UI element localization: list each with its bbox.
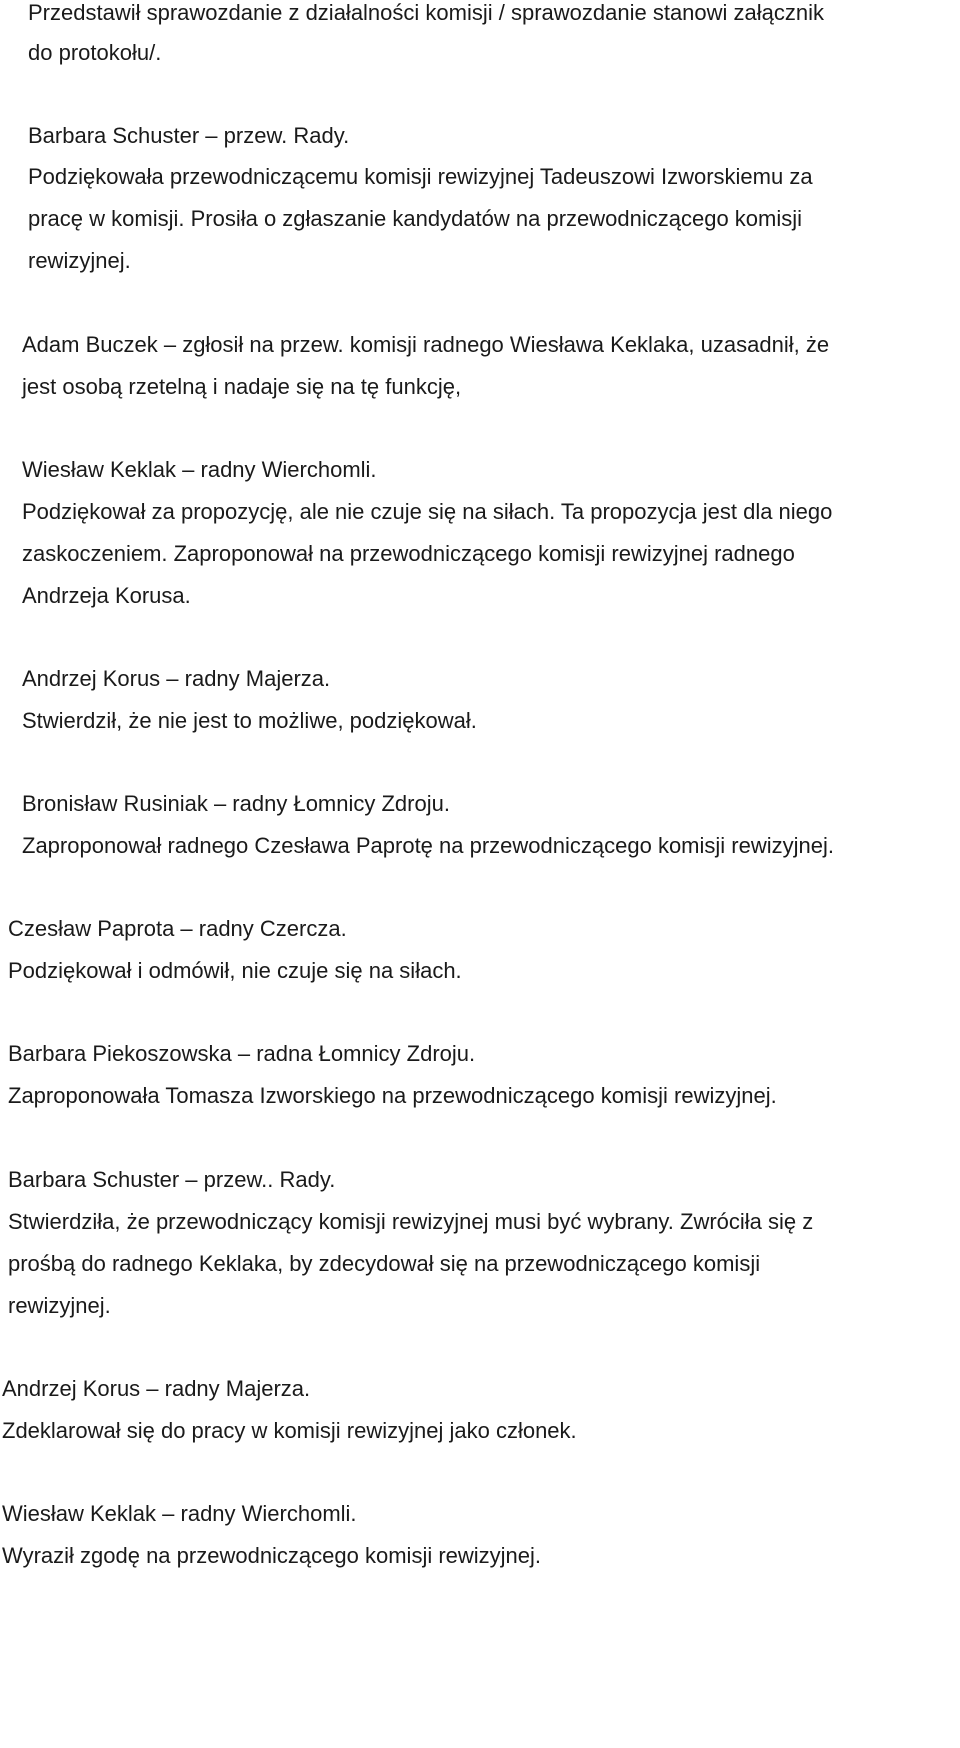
text-line: do protokołu/. (28, 40, 162, 65)
text-line: Zaproponował radnego Czesława Paprotę na przewodniczącego komisji rewizyjnej. (22, 833, 834, 858)
text-line: Zdeklarował się do pracy w komisji rewizyjnej jako członek. (2, 1418, 577, 1443)
text-line: Adam Buczek – zgłosił na przew. komisji radnego Wiesława Keklaka, uzasadnił, że (22, 332, 830, 357)
text-line: Czesław Paprota – radny Czercza. (8, 916, 347, 941)
text-line: Andrzeja Korusa. (22, 583, 191, 608)
text-line: Bronisław Rusiniak – radny Łomnicy Zdroju. (22, 791, 450, 816)
text-line: Barbara Schuster – przew. Rady. (28, 123, 350, 148)
text-line: Zaproponowała Tomasza Izworskiego na przewodniczącego komisji rewizyjnej. (8, 1083, 777, 1108)
text-line: Podziękował i odmówił, nie czuje się na siłach. (8, 958, 462, 983)
text-line: Wiesław Keklak – radny Wierchomli. (22, 457, 377, 482)
text-line: Stwierdziła, że przewodniczący komisji rewizyjnej musi być wybrany. Zwróciła się z (8, 1209, 814, 1234)
text-line: Wyraził zgodę na przewodniczącego komisji rewizyjnej. (2, 1543, 542, 1568)
text-line: prośbą do radnego Keklaka, by zdecydował się na przewodniczącego komisji (8, 1251, 761, 1276)
text-line: rewizyjnej. (28, 248, 131, 273)
text-line: zaskoczeniem. Zaproponował na przewodniczącego komisji rewizyjnej radnego (22, 541, 795, 566)
text-line: Stwierdził, że nie jest to możliwe, podziękował. (22, 708, 477, 733)
text-line: Podziękował za propozycję, ale nie czuje się na siłach. Ta propozycja jest dla niego (22, 499, 833, 524)
text-line: Podziękowała przewodniczącemu komisji rewizyjnej Tadeuszowi Izworskiemu za (28, 164, 813, 189)
text-line: pracę w komisji. Prosiła o zgłaszanie kandydatów na przewodniczącego komisji (28, 206, 803, 231)
text-line: jest osobą rzetelną i nadaje się na tę funkcję, (22, 374, 462, 399)
text-line: Andrzej Korus – radny Majerza. (2, 1376, 311, 1401)
text-line: rewizyjnej. (8, 1293, 111, 1318)
text-line: Przedstawił sprawozdanie z działalności komisji / sprawozdanie stanowi załącznik (28, 0, 825, 25)
text-line: Andrzej Korus – radny Majerza. (22, 666, 331, 691)
text-line: Wiesław Keklak – radny Wierchomli. (2, 1501, 357, 1526)
text-line: Barbara Schuster – przew.. Rady. (8, 1167, 336, 1192)
text-line: Barbara Piekoszowska – radna Łomnicy Zdroju. (8, 1041, 476, 1066)
